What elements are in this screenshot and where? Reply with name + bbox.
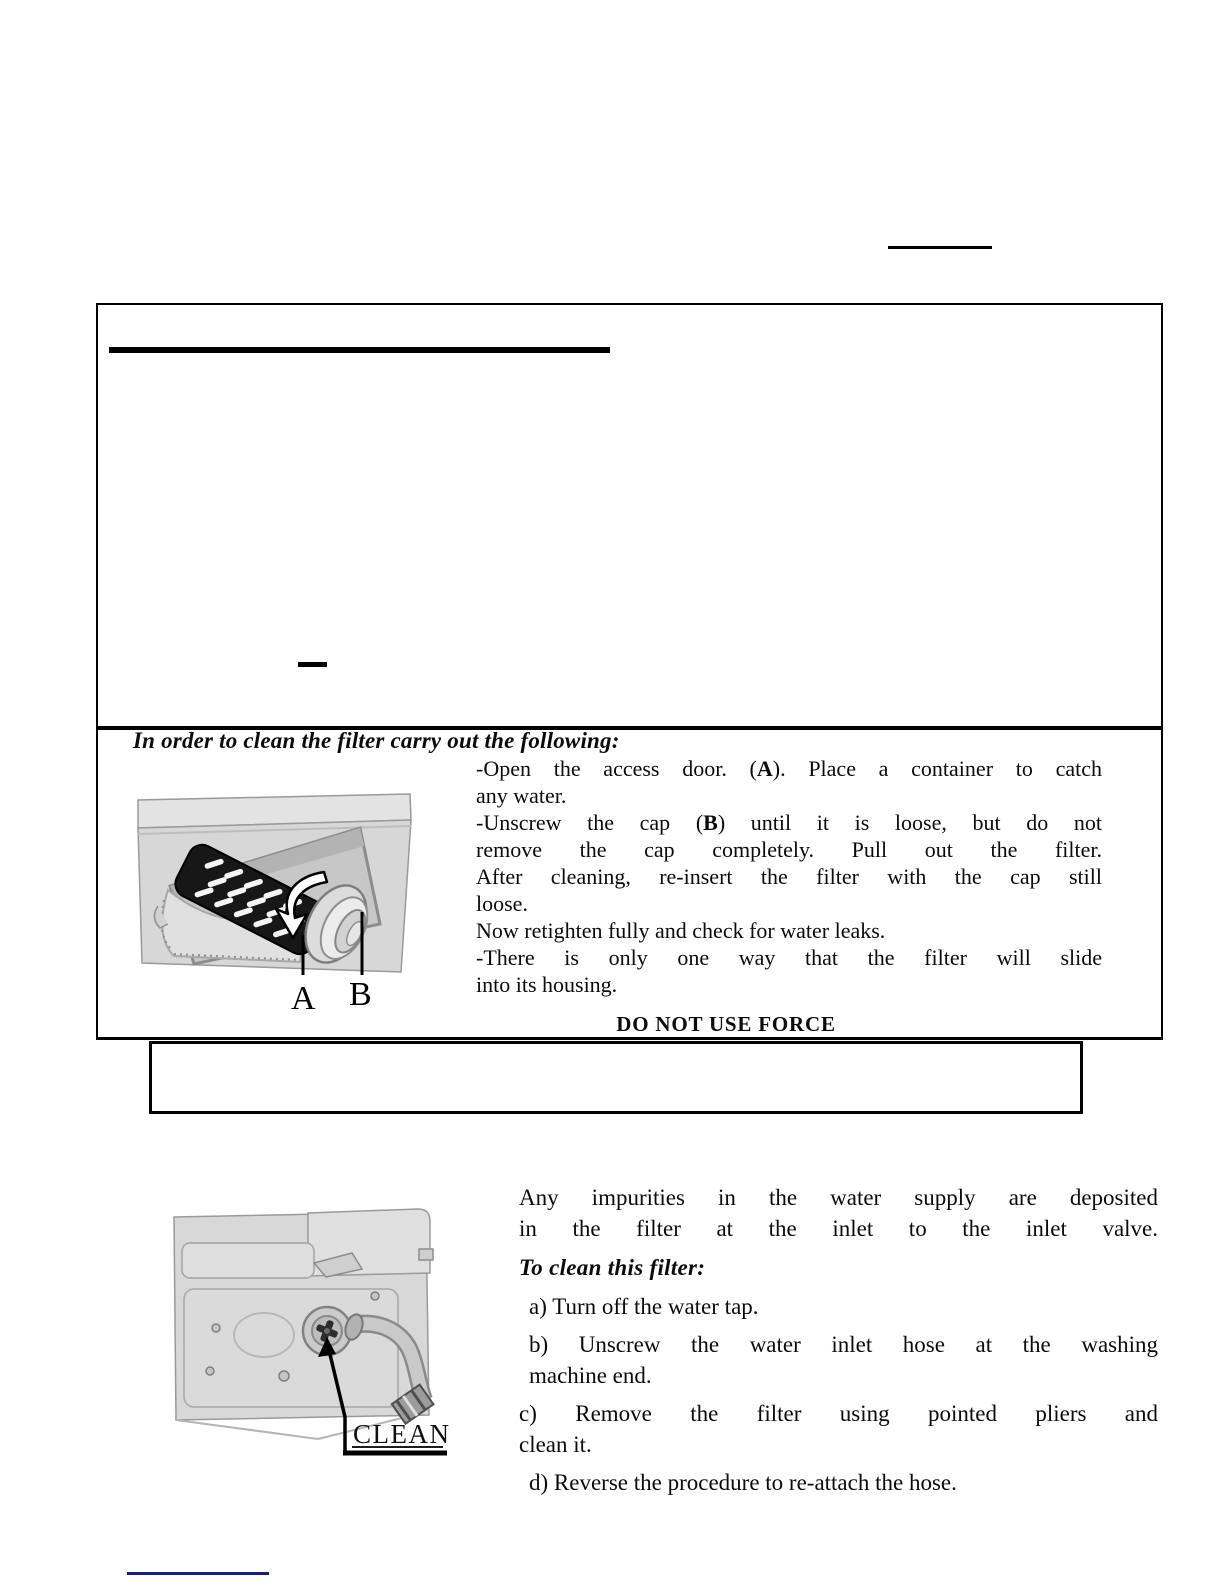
paragraph bbox=[476, 917, 1102, 944]
paragraph bbox=[476, 809, 1102, 917]
bottom-link-rule bbox=[127, 1572, 269, 1575]
warning-text: DO NOT USE FORCE bbox=[616, 1012, 836, 1036]
clean-label: CLEAN bbox=[353, 1419, 451, 1449]
text-line: d) Reverse the procedure to re-attach the hose. bbox=[529, 1470, 957, 1495]
section-heading-rule bbox=[109, 347, 610, 353]
filter-access-figure bbox=[128, 788, 428, 1016]
text-line: remove the cap completely. Pull out the filter. bbox=[476, 837, 1102, 862]
text-line: b) Unscrew the water inlet hose at the washing bbox=[529, 1332, 1158, 1357]
text-line: loose. bbox=[476, 891, 528, 916]
text-line: machine end. bbox=[529, 1363, 652, 1388]
filter-instructions-column bbox=[476, 755, 1102, 998]
clean-steps-list bbox=[519, 1291, 1158, 1498]
base-edge bbox=[176, 1420, 318, 1439]
text-line: clean it. bbox=[519, 1432, 592, 1457]
note-box bbox=[149, 1041, 1083, 1114]
paragraph bbox=[519, 1329, 1158, 1391]
paragraph bbox=[519, 1182, 1158, 1244]
figure-label-b: B bbox=[349, 976, 372, 1013]
text-line: into its housing. bbox=[476, 972, 618, 997]
water-impurities-paragraph bbox=[519, 1182, 1158, 1244]
side-tab bbox=[419, 1249, 433, 1260]
text-line: any water. bbox=[476, 783, 567, 808]
text-line: c) Remove the filter using pointed pliers and bbox=[519, 1401, 1158, 1426]
top-right-rule bbox=[888, 246, 992, 249]
figure-label-a: A bbox=[291, 980, 316, 1016]
text-line: a) Turn off the water tap. bbox=[529, 1294, 759, 1319]
clean-filter-subheading: To clean this filter: bbox=[519, 1255, 706, 1280]
text-line: After cleaning, re-insert the filter with the cap still bbox=[476, 864, 1102, 889]
inlet-filter-figure bbox=[168, 1203, 460, 1465]
text-line: -There is only one way that the filter will slide bbox=[476, 945, 1102, 970]
paragraph bbox=[519, 1398, 1158, 1460]
paragraph bbox=[519, 1291, 1158, 1322]
back-top-panel bbox=[182, 1243, 314, 1278]
text-line: Any impurities in the water supply are deposited bbox=[519, 1185, 1158, 1210]
text-line: Now retighten fully and check for water leaks. bbox=[476, 918, 886, 943]
text-line: -Open the access door. (A). Place a container to catch bbox=[476, 756, 1102, 781]
back-inner-panel bbox=[184, 1289, 398, 1407]
paragraph bbox=[519, 1467, 1158, 1498]
paragraph bbox=[476, 944, 1102, 998]
paragraph bbox=[476, 755, 1102, 809]
filter-clean-heading: In order to clean the filter carry out the following: bbox=[133, 728, 620, 753]
text-line: -Unscrew the cap (B) until it is loose, but do not bbox=[476, 810, 1102, 835]
inlet-instructions-column bbox=[519, 1182, 1158, 1498]
section-dash-rule bbox=[298, 662, 327, 667]
text-line: in the filter at the inlet to the inlet valve. bbox=[519, 1216, 1158, 1241]
